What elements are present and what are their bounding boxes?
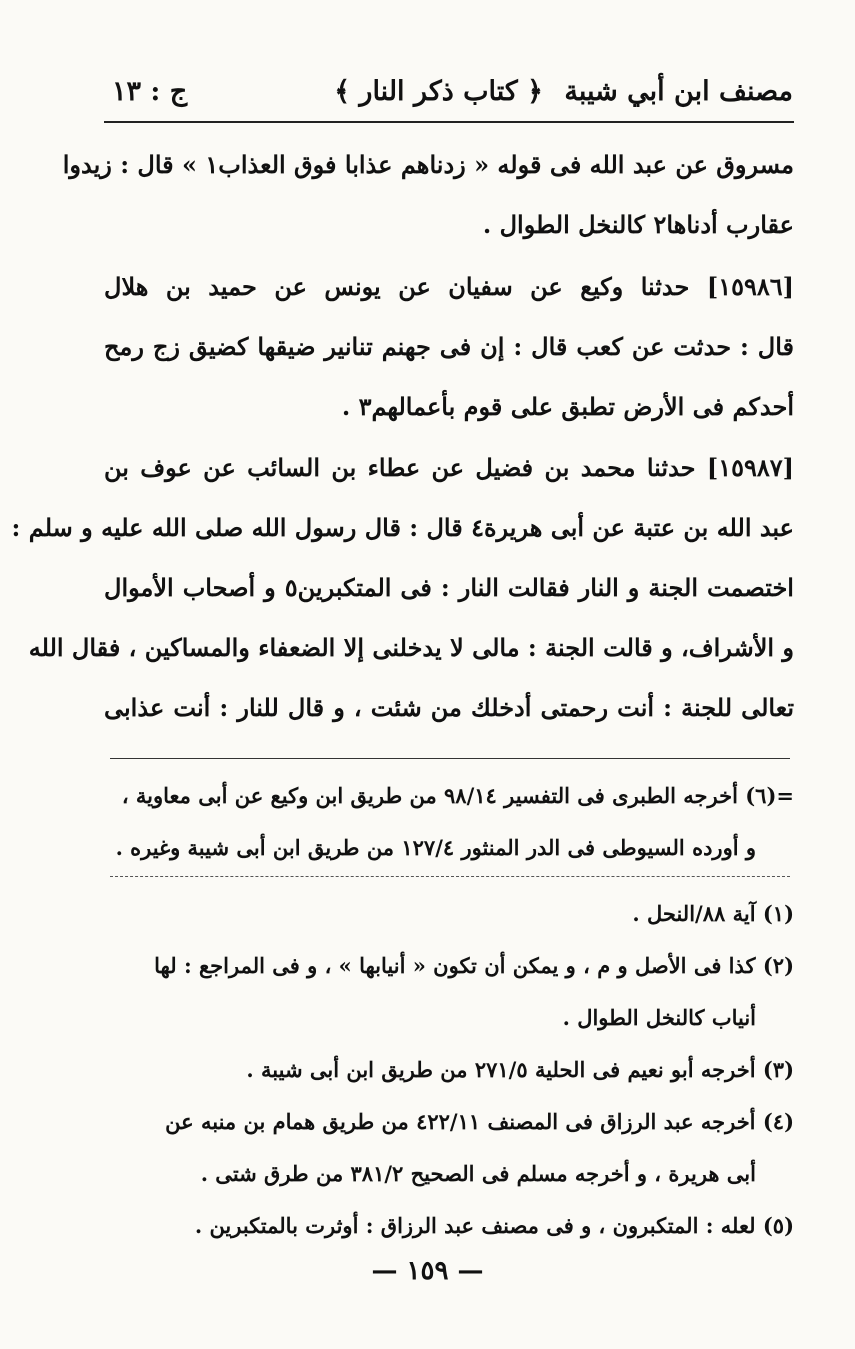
running-header xyxy=(112,70,793,114)
footnote-continued xyxy=(104,770,794,874)
text-line: مسروق عن عبد الله فى قوله « زدناهم عذابا فوق العذاب١ » قال : زيدوا xyxy=(62,150,794,179)
paragraph-hadith-15986 xyxy=(104,257,794,437)
footnote-separator xyxy=(110,876,790,878)
footnote-1: (١) آية ٨٨/النحل . xyxy=(632,901,794,926)
page-number: — ١٥٩ — xyxy=(371,1256,484,1286)
footnote-4: (٤) أخرجه عبد الرزاق فى المصنف ٤٢٢/١١ من طريق همام بن منبه عن xyxy=(165,1109,794,1134)
footnote-rule xyxy=(110,758,790,759)
text-line: أحدكم فى الأرض تطبق على قوم بأعمالهم٣ . xyxy=(341,392,794,421)
paragraph-1 xyxy=(62,135,794,255)
text-line: اختصمت الجنة و النار فقالت النار : فى المتكبرين٥ و أصحاب الأموال xyxy=(104,573,794,602)
footnote-3: (٣) أخرجه أبو نعيم فى الحلية ٢٧١/٥ من طريق ابن أبى شيبة . xyxy=(246,1057,794,1082)
text-line: [١٥٩٨٧] حدثنا محمد بن فضيل عن عطاء بن السائب عن عوف بن xyxy=(104,453,794,482)
text-line: [١٥٩٨٦] حدثنا وكيع عن سفيان عن يونس عن حميد بن هلال xyxy=(104,272,794,301)
text-line: قال : حدثت عن كعب قال : إن فى جهنم تنانير ضيقها كضيق زج رمح xyxy=(104,332,794,361)
paragraph-hadith-15987 xyxy=(11,438,794,738)
footnote-line: أنياب كالنخل الطوال . xyxy=(562,1005,756,1030)
footnote-line: و أورده السيوطى فى الدر المنثور ١٢٧/٤ من طريق ابن أبى شيبة وغيره . xyxy=(115,835,756,860)
header-rule xyxy=(104,121,794,123)
text-line: عقارب أدناها٢ كالنخل الطوال . xyxy=(482,210,794,239)
footnote-line: =(٦) أخرجه الطبرى فى التفسير ٩٨/١٤ من طريق ابن وكيع عن أبى معاوية ، xyxy=(121,783,794,808)
text-line: تعالى للجنة : أنت رحمتى أدخلك من شئت ، و قال للنار : أنت عذابى xyxy=(104,693,794,722)
footnote-line: أبى هريرة ، و أخرجه مسلم فى الصحيح ٣٨١/٢ من طرق شتى . xyxy=(200,1161,756,1186)
header-volume: ج : ١٣ xyxy=(112,76,188,107)
header-chapter-title: ﴿ كتاب ذكر النار ﴾ xyxy=(334,76,543,107)
text-line: و الأشراف، و قالت الجنة : مالى لا يدخلنى إلا الضعفاء والمساكين ، فقال الله xyxy=(28,633,794,662)
footnotes xyxy=(104,888,794,1252)
footnote-2: (٢) كذا فى الأصل و م ، و يمكن أن تكون « أنيابها » ، و فى المراجع : لها xyxy=(154,953,794,978)
footnote-5: (٥) لعله : المتكبرون ، و فى مصنف عبد الرزاق : أوثرت بالمتكبرين . xyxy=(194,1213,794,1238)
text-line: عبد الله بن عتبة عن أبى هريرة٤ قال : قال رسول الله صلى الله عليه و سلم : xyxy=(11,513,794,542)
header-book-title: مصنف ابن أبي شيبة xyxy=(564,76,793,107)
